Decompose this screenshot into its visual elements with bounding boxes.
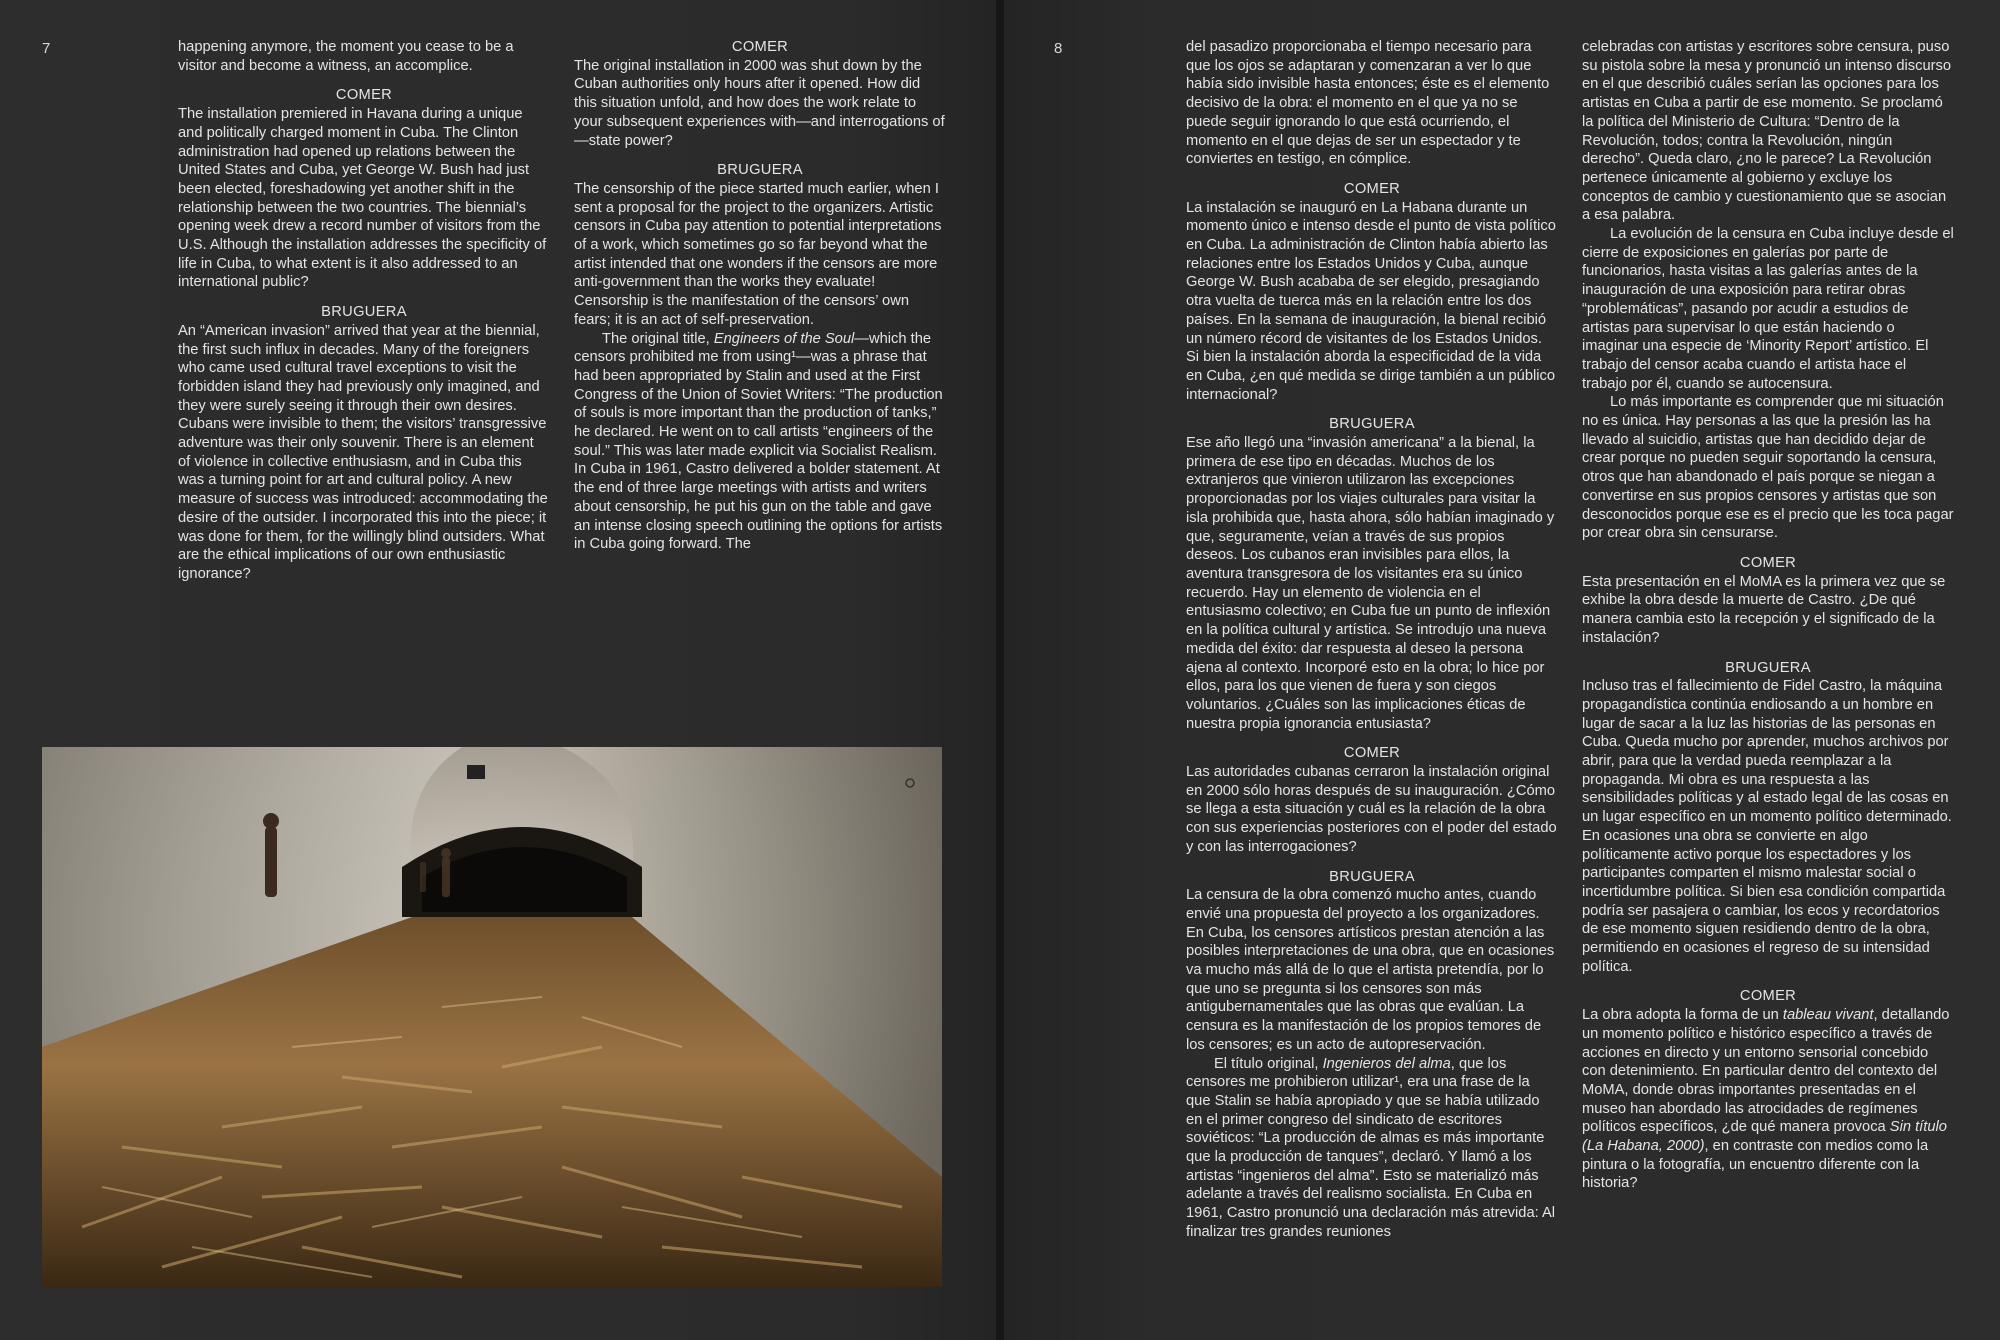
speaker-heading: BRUGUERA: [1329, 416, 1415, 433]
paragraph: Lo más importante es comprender que mi situación no es única. Hay personas a las que la presión las ha llevado al suicidio, artistas que han decidido dejar de crear porque no pueden seguir soportando la censura, otros que han abandonado el país porque se niegan a convertirse en sus propios censores y artistas que son desconocidos porque ese es el precio que les toca pagar por crear obra sin censurarse.: [1582, 394, 1954, 542]
paragraph: La evolución de la censura en Cuba incluye desde el cierre de exposiciones en galerías por parte de funcionarios, hasta visitas a las galerías antes de la inauguración de una exposición para retirar obras “problemáticas”, pasando por acudir a estudios de artistas para supervisar lo que están haciendo o imaginar una especie de ‘Minority Report’ artístico. El trabajo del censor acaba cuando el artista hace el trabajo por él, cuando se autocensura.: [1582, 226, 1954, 392]
speaker-heading: BRUGUERA: [1725, 659, 1811, 676]
right-column-1: [1186, 38, 1558, 1242]
paragraph-text: La obra adopta la forma de un: [1582, 1007, 1783, 1024]
paragraph-text: —which the censors prohibited me from using¹—was a phrase that had been appropriated by Stalin and used at the First Congress of the Union of Soviet Writers: “The production of souls is more important than the production of tanks,” he declared. He went on to call artists “engineers of the soul.” This was later made explicit via Socialist Realism. In Cuba in 1961, Castro delivered a bolder statement. At the end of three large meetings with artists and writers about censorship, he put his gun on the table and gave an intense closing speech outlining the options for artists in Cuba going forward. The: [574, 330, 943, 553]
paragraph-text: , detallando un momento político e histórico específico a través de acciones en directo y un entorno sensorial concebido con detenimiento. En particular dentro del contexto del MoMA, donde obras importantes presentadas en el museo han abordado las atrocidades de regímenes políticos específicos, ¿de qué manera provoca: [1582, 1007, 1950, 1136]
speaker-heading: BRUGUERA: [321, 304, 407, 321]
right-page: [1004, 0, 2000, 1340]
paragraph: del pasadizo proporcionaba el tiempo necesario para que los ojos se adaptaran y comenzaran a ver lo que había sido invisible hasta entonces; éste es el elemento decisivo de la obra: el momento en el que ya no se puede seguir ignorando lo que está ocurriendo, el momento en el que dejas de ser un espectador y te conviertes en testigo, en cómplice.: [1186, 39, 1550, 168]
paragraph-text: , que los censores me prohibieron utilizar¹, era una frase de la que Stalin se había apropiado y que se había utilizado en el primer congreso del sindicato de escritores soviéticos: “La producción de almas es más importante que la producción de tanques”, declaró. Y llamó a los artistas “ingenieros del alma”. Esto se materializó más adelante a través del realismo socialista. En Cuba en 1961, Castro pronunció una declaración más atrevida: Al finalizar tres grandes reuniones: [1186, 1055, 1556, 1240]
speaker-heading: COMER: [1343, 745, 1401, 762]
paragraph: Las autoridades cubanas cerraron la instalación original en 2000 sólo horas después de su inauguración. ¿Cómo se llega a esta situación y cuál es la relación de la obra con sus experiencias posteriores con el poder del estado y con las interrogaciones?: [1186, 764, 1557, 855]
speaker-heading: BRUGUERA: [717, 162, 803, 179]
page-number-left: 7: [42, 40, 51, 57]
speaker-heading: COMER: [1343, 180, 1401, 197]
speaker-heading: COMER: [1739, 988, 1797, 1005]
paragraph: The installation premiered in Havana during a unique and politically charged moment in Cuba. The Clinton administration had opened up relations between the United States and Cuba, yet George W. Bush had just been elected, foreshadowing yet another shift in the relationship between the two countries. The biennial’s opening week drew a record number of visitors from the U.S. Although the installation addresses the specificity of life in Cuba, to what extent is it also addressed to an international public?: [178, 106, 547, 291]
paragraph: Incluso tras el fallecimiento de Fidel Castro, la máquina propagandística continúa endiosando a un hombre en lugar de sacar a la luz las historias de las personas en Cuba. Queda mucho por aprender, muchos archivos por abrir, para que la verdad pueda reemplazar a la propaganda. Mi obra es una respuesta a las sensibilidades políticas y al estado legal de las cosas en un lugar específico en un momento político determinado. En ocasiones una obra se convierte en algo políticamente activo porque los espectadores y los participantes comparten el mismo malestar social o incertidumbre política. Si bien esa condición compartida podría ser pasajera o cambiar, los ecos y recordatorios de ese momento siguen residiendo dentro de la obra, permitiendo en ocasiones el regreso de su intensidad política.: [1582, 678, 1952, 975]
paragraph: La censura de la obra comenzó mucho antes, cuando envié una propuesta del proyecto a los organizadores. En Cuba, los censores artísticos prestan atención a las posibles interpretaciones de una obra, que en ocasiones va mucho más allá de lo que el artista pretendía, por lo que uno se pregunta si los censores son más antigubernamentales que las obras que evalúan. La censura es la manifestación de los propios temores de los censores; es un acto de autopreservación.: [1186, 887, 1555, 1053]
speaker-heading: COMER: [335, 87, 393, 104]
speaker-heading: COMER: [1739, 554, 1797, 571]
paragraph: The censorship of the piece started much earlier, when I sent a proposal for the project to the organizers. Artistic censors in Cuba pay attention to potential interpretations of a work, which sometimes go so far beyond what the artist intended that one wonders if the censors are more anti-government than the works they evaluate! Censorship is the manifestation of the censors’ own fears; it is an act of self-preservation.: [574, 180, 942, 328]
left-page: [0, 0, 996, 1340]
paragraph: happening anymore, the moment you cease to be a visitor and become a witness, an accomplice.: [178, 39, 514, 74]
italic-title: Ingenieros del alma: [1322, 1055, 1451, 1072]
paragraph: Esta presentación en el MoMA es la primera vez que se exhibe la obra desde la muerte de Castro. ¿De qué manera cambia esto la recepción y el significado de la instalación?: [1582, 573, 1946, 646]
paragraph: celebradas con artistas y escritores sobre censura, puso su pistola sobre la mesa y pronunció un intenso discurso en el que describió cuáles serían las opciones para los artistas en Cuba a partir de ese momento. Se proclamó la política del Ministerio de Cultura: “Dentro de la Revolución, todos; contra la Revolución, ningún derecho”. Queda claro, ¿no le parece? La Revolución pertenece únicamente al gobierno y excluye los conceptos de cambio y cuestionamiento que se asocian a esa palabra.: [1582, 39, 1952, 224]
paragraph: [574, 330, 946, 554]
italic-title: tableau vivant: [1782, 1007, 1874, 1024]
speaker-heading: COMER: [731, 39, 789, 55]
paragraph: An “American invasion” arrived that year at the biennial, the first such influx in decades. Many of the foreigners who came used cultural travel exceptions to visit the forbidden island they had previously only imagined, and they were surely seeing it through their own desires. Cubans were invisible to them; the visitors’ transgressive adventure was their only souvenir. There is an element of violence in collective enthusiasm, and in Cuba this was a turning point for art and cultural policy. A new measure of success was introduced: accommodating the desire of the outsider. I incorporated this into the piece; it was done for them, for the willingly blind outsiders. What are the ethical implications of our own enthusiastic ignorance?: [178, 322, 548, 582]
italic-title: Engineers of the Soul: [713, 330, 855, 347]
left-column-2: [574, 38, 946, 554]
paragraph: Ese año llegó una “invasión americana” a la bienal, la primera de ese tipo en décadas. Muchos de los extranjeros que vinieron utilizaron las excepciones proporcionadas por los viajes culturales para visitar la isla prohibida que, hasta ahora, sólo habían imaginado y que, seguramente, veían a través de sus propios deseos. Los cubanos eran invisibles para ellos, la aventura transgresora de los visitantes era su único recuerdo. Hay un elemento de violencia en el entusiasmo colectivo; en Cuba fue un punto de inflexión en la política cultural y artística. Se introdujo una nueva medida del éxito: dar respuesta al deseo la persona ajena al contexto. Incorporé esto en la obra; lo hice por ellos, para los que vienen de fuera y son ciegos voluntarios. ¿Cuáles son las implicaciones éticas de nuestra propia ignorancia entusiasta?: [1186, 435, 1555, 732]
paragraph: [1582, 1006, 1954, 1193]
page-number-right: 8: [1054, 40, 1063, 57]
installation-photo: [42, 747, 942, 1287]
gutter: [996, 0, 1004, 1340]
left-column-1: [178, 38, 550, 584]
italic-title: Sin título (La Habana, 2000): [1582, 1119, 1947, 1155]
paragraph-text: El título original,: [1214, 1055, 1323, 1072]
right-column-2: [1582, 38, 1954, 1193]
paragraph-text: The original title,: [602, 330, 714, 347]
paragraph: La instalación se inauguró en La Habana durante un momento único e intenso desde el punto de vista político en Cuba. La administración de Clinton había abierto las relaciones entre los Estados Unidos y Cuba, aunque George W. Bush acababa de ser elegido, presagiando otra vuelta de tuerca más en la relación entre los dos países. En la semana de inauguración, la bienal recibió un número récord de visitantes de los Estados Unidos. Si bien la instalación aborda la especificidad de la vida en Cuba, ¿en qué medida se dirige también a un público internacional?: [1186, 199, 1556, 403]
paragraph-text: , en contraste con medios como la pintura o la fotografía, un encuentro diferente con la historia?: [1582, 1138, 1929, 1192]
paragraph: [1186, 1055, 1558, 1242]
paragraph: The original installation in 2000 was shut down by the Cuban authorities only hours after it opened. How did this situation unfold, and how does the work relate to your subsequent experiences with—and interrogations of—state power?: [574, 57, 945, 149]
speaker-heading: BRUGUERA: [1329, 868, 1415, 885]
